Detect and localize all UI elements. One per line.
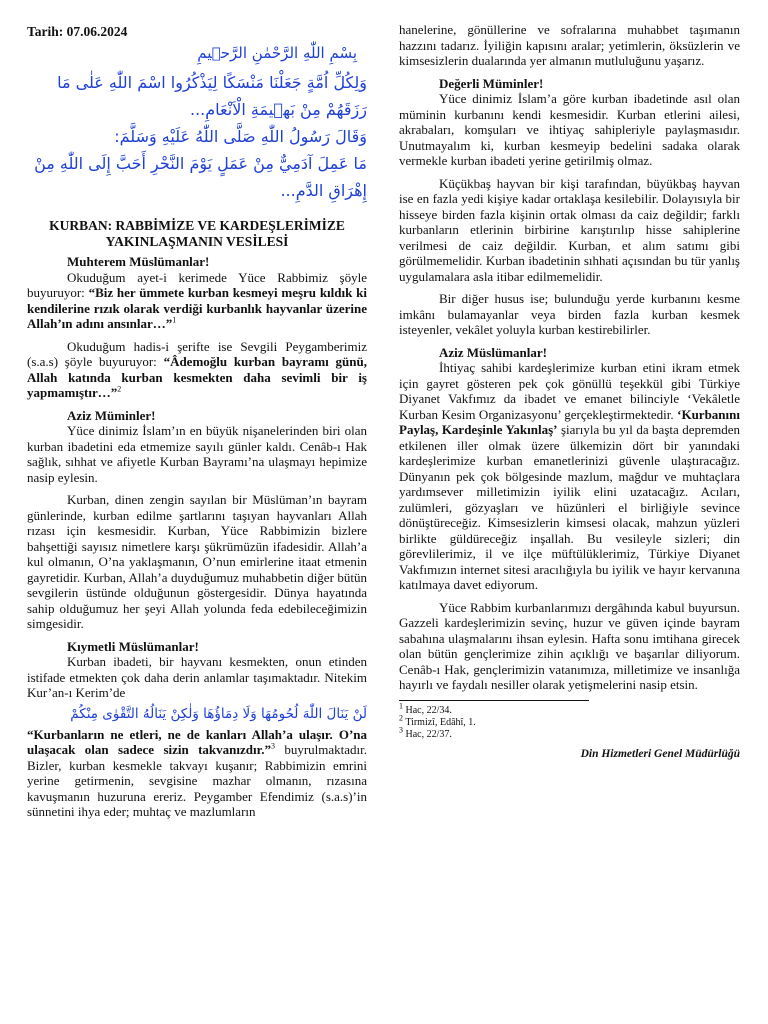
arabic-hadith-intro: وَقَالَ رَسُولُ اللّٰهِ صَلَّى اللّٰهُ عَلَيْهِ وَسَلَّمَ:	[114, 127, 367, 146]
footnote-ref: 3	[270, 741, 275, 751]
besmele-calligraphy: بِسْمِ اللّٰهِ الرَّحْمٰنِ الرَّح۪يمِ	[197, 43, 357, 62]
paragraph: Okuduğum hadis-i şerifte ise Sevgili Peygamberimiz (s.a.s) şöyle buyuruyor: “Âdemoğlu kurban bayramı günü, Allah katında kurban kesmekten daha sevimli bir iş yapmamıştır…”$^2$	[27, 338, 367, 400]
sermon-title: KURBAN: RABBİMİZE VE KARDEŞLERİMİZE YAKINLAŞMANIN VESİLESİ	[49, 218, 345, 249]
paragraph: Küçükbaş hayvan bir kişi tarafından, büyükbaş hayvan ise en fazla yedi kişiye kadar ortaklaşa kesilebilir. Dolayısıyla bir hisseye birden fazla kişinin ortak olması da caiz değildir; farklı kurbanların etlerinin birbirine karıştırılıp hisse sahiplerine verilmesi de caiz değildir. Kurban, et alım satımı gibi görülmemelidir. Kurban ibadetinin sıhhati açısından bu tür yanlış uygulamalara asla itibar edilmemelidir.	[399, 175, 740, 284]
quote-text: “Biz her ümmete kurban kesmeyi meşru kıldık ki kendilerine rızık olarak verdiği kurbanlık hayvanlar üzerine Allah’ın adını ansınlar…”	[27, 285, 367, 331]
paragraph: Yüce Rabbim kurbanlarımızı dergâhında kabul buyursun. Gazzeli kardeşlerimizin sevinç, huzur ve güven içinde bayram sabahına ulaşmalarını ihsan eylesin. Hafta sonu imtihana girecek olan bütün gençlerimize zihin açıklığı ve başarılar diliyorum. Cenâb-ı Hak, gençlerimizin vatanımıza, milletimize ve insanlığa hayırlı ve faydalı nesiller olarak yetişmelerini nasip etsin.	[399, 599, 740, 692]
quote-text: “Âdemoğlu kurban bayramı günü, Allah katında kurban kesmekten daha sevimli bir iş yapmamıştır…”	[27, 354, 367, 400]
paragraph: Yüce dinimiz İslam’ın en büyük nişanelerinden biri olan kurban ibadetini eda etmemize sayılı günler kaldı. Cenâb-ı Hak sağlık, sıhhat ve afiyetle Kurban Bayramı’na ulaşmayı hepimize nasip eylesin.	[27, 423, 367, 485]
footnote-item: $^2$ Tirmizî, Edâhî, 1.	[399, 713, 476, 728]
paragraph: Okuduğum ayet-i kerimede Yüce Rabbimiz şöyle buyuruyor: “Biz her ümmete kurban kesmeyi meşru kıldık ki kendilerine rızık olarak verdiği kurbanlık hayvanlar üzerine Allah’ın adını ansınlar…”$^1$	[27, 269, 367, 331]
footnote-divider	[399, 700, 589, 701]
section-heading: Muhterem Müslümanlar!	[67, 254, 210, 269]
footnote-ref: 2	[117, 384, 122, 394]
paragraph: Bir diğer husus ise; bulunduğu yerde kurbanını kesme imkânı bulamayanlar veya birden fazla kurban kesmek isteyenler, vekâlet yoluyla kurban kestirebilirler.	[399, 291, 740, 337]
paragraph: Kurban, dinen zengin sayılan bir Müslüman’ın bayram günlerinde, kurban edilme şartlarını taşıyan hayvanları Allah rızası için kesmesidir. Kurban, Yüce Rabbimizin bizlere bahşettiği sayısız nimetlere karşı şükrümüzün ifadesidir. Allah’a kul olmanın, O’na yaklaşmanın, O’nun emirlerine itaat etmenin gayretidir. Kurban, Allah’a duyduğumuz muhabbetin diğer bütün sevgilerin üstünde olduğunun göstergesidir. Dünya hayatında sahip olduğumuz her şeyi Allah yolunda feda edebileceğimizin simgesidir.	[27, 492, 367, 631]
paragraph: “Kurbanların ne etleri, ne de kanları Allah’a ulaşır. O’na ulaşacak olan sadece sizin takvanızdır.”$^3$ buyrulmaktadır. Bizler, kurban kesmekle takvayı kuşanır; Rabbimizin emrini yerine getirmenin, sevgisine mazhar olmanın, rızasına kavuşmanın huzuruna ereriz. Peygamber Efendimiz (s.a.s)’in sünnetini ihya eder; muhtaç ve mazlumların	[27, 726, 368, 819]
campaign-slogan: ‘Kurbanını Paylaş, Kardeşinle Yakınlaş’	[399, 406, 740, 437]
arabic-hadith: مَا عَمِلَ آدَمِيٌّ مِنْ عَمَلٍ يَوْمَ النَّحْرِ أَحَبَّ إِلَى اللّٰهِ مِنْ إِهْرَاقِ الدَّمِ...	[34, 154, 367, 200]
quote-text: “Kurbanların ne etleri, ne de kanları Allah’a ulaşır. O’na ulaşacak olan sadece sizin takvanızdır.”	[27, 726, 367, 757]
section-heading: Kıymetli Müslümanlar!	[67, 638, 199, 654]
footnote-item: $^1$ Hac, 22/34.	[399, 701, 452, 716]
section-heading: Aziz Müminler!	[67, 407, 156, 423]
date-label: Tarih: 07.06.2024	[27, 24, 128, 39]
paragraph: hanelerine, gönüllerine ve sofralarına muhabbet taşımanın hazzını tadarız. İyiliğin kapısını aralar; yetimlerin, öksüzlerin ve kimsesizlerin dualarında yer almanın mutluluğunu yaşarız.	[399, 22, 740, 68]
signature: Din Hizmetleri Genel Müdürlüğü	[580, 747, 740, 760]
footnotes	[399, 701, 740, 741]
left-column	[27, 24, 367, 827]
section-heading: Değerli Müminler!	[439, 75, 544, 91]
paragraph: Yüce dinimiz İslam’a göre kurban ibadetinde asıl olan müminin kurbanını kendi kesmesidir. Kurban etlerini ailesi, akrabaları, komşuları ve ihtiyaç sahipleriyle paylaşmasıdır. Unutmayalım ki, kurban kesmeyip bedelini sadaka olarak vermekle kurban ibadeti yerine getirilmiş olmaz.	[399, 91, 740, 168]
footnote-item: $^3$ Hac, 22/37.	[399, 725, 452, 740]
footnote-ref: 1	[172, 315, 177, 325]
section-heading: Aziz Müslümanlar!	[439, 344, 547, 360]
arabic-verse: لَنْ يَنَالَ اللّٰهَ لُحُومُهَا وَلَا دِمَاؤُهَا وَلٰكِنْ يَنَالُهُ التَّقْوٰى مِنْكُمْ	[70, 705, 367, 722]
arabic-verse: وَلِكُلِّ اُمَّةٍ جَعَلْنَا مَنْسَكًا لِيَذْكُرُوا اسْمَ اللّٰهِ عَلٰى مَا رَزَقَهُمْ مِنْ بَه۪يمَةِ الْاَنْعَامِ...	[57, 73, 367, 119]
right-column	[399, 22, 740, 762]
paragraph: Kurban ibadeti, bir hayvanı kesmekten, onun etinden istifade etmekten çok daha derin anlamlar taşımaktadır. Nitekim Kur’an-ı Kerim’de	[27, 654, 367, 700]
paragraph: İhtiyaç sahibi kardeşlerimize kurban etini ikram etmek için gayret gösteren pek çok gönüllü teşekkül gibi Türkiye Diyanet Vakfımız da ibadet ve emanet bilinciyle ‘Vekâletle Kurban Kesim Organizasyonu’ gerçekleştirmektedir. ‘Kurbanını Paylaş, Kardeşinle Yakınlaş’ şiarıyla bu yıl da başta depremden etkilenen iller olmak üzere ülkemizin dört bir yanındaki kardeşlerimize kurban emanetlerinizi güvenle ulaştıracağız. Dünyanın pek çok bölgesinde mazlum, mağdur ve muhtaçlara yardımsever milletimizin iyilik elini uzatacağız. Acıları, zulümleri, gözyaşları ve hüzünleri el birliğiyle sevince dönüştüreceğiz. Kimsesizlerin kimsesi olacak, mahzun yüzleri birlikte güldüreceğiz inşallah. Bu vesileyle sizleri; din görevlilerimiz, il ve ilçe müftülüklerimiz, Türkiye Diyanet Vakfımızın internet sitesi aracılığıyla bu iyilik ve hayır kervanına katılmaya davet ediyorum.	[399, 360, 740, 592]
